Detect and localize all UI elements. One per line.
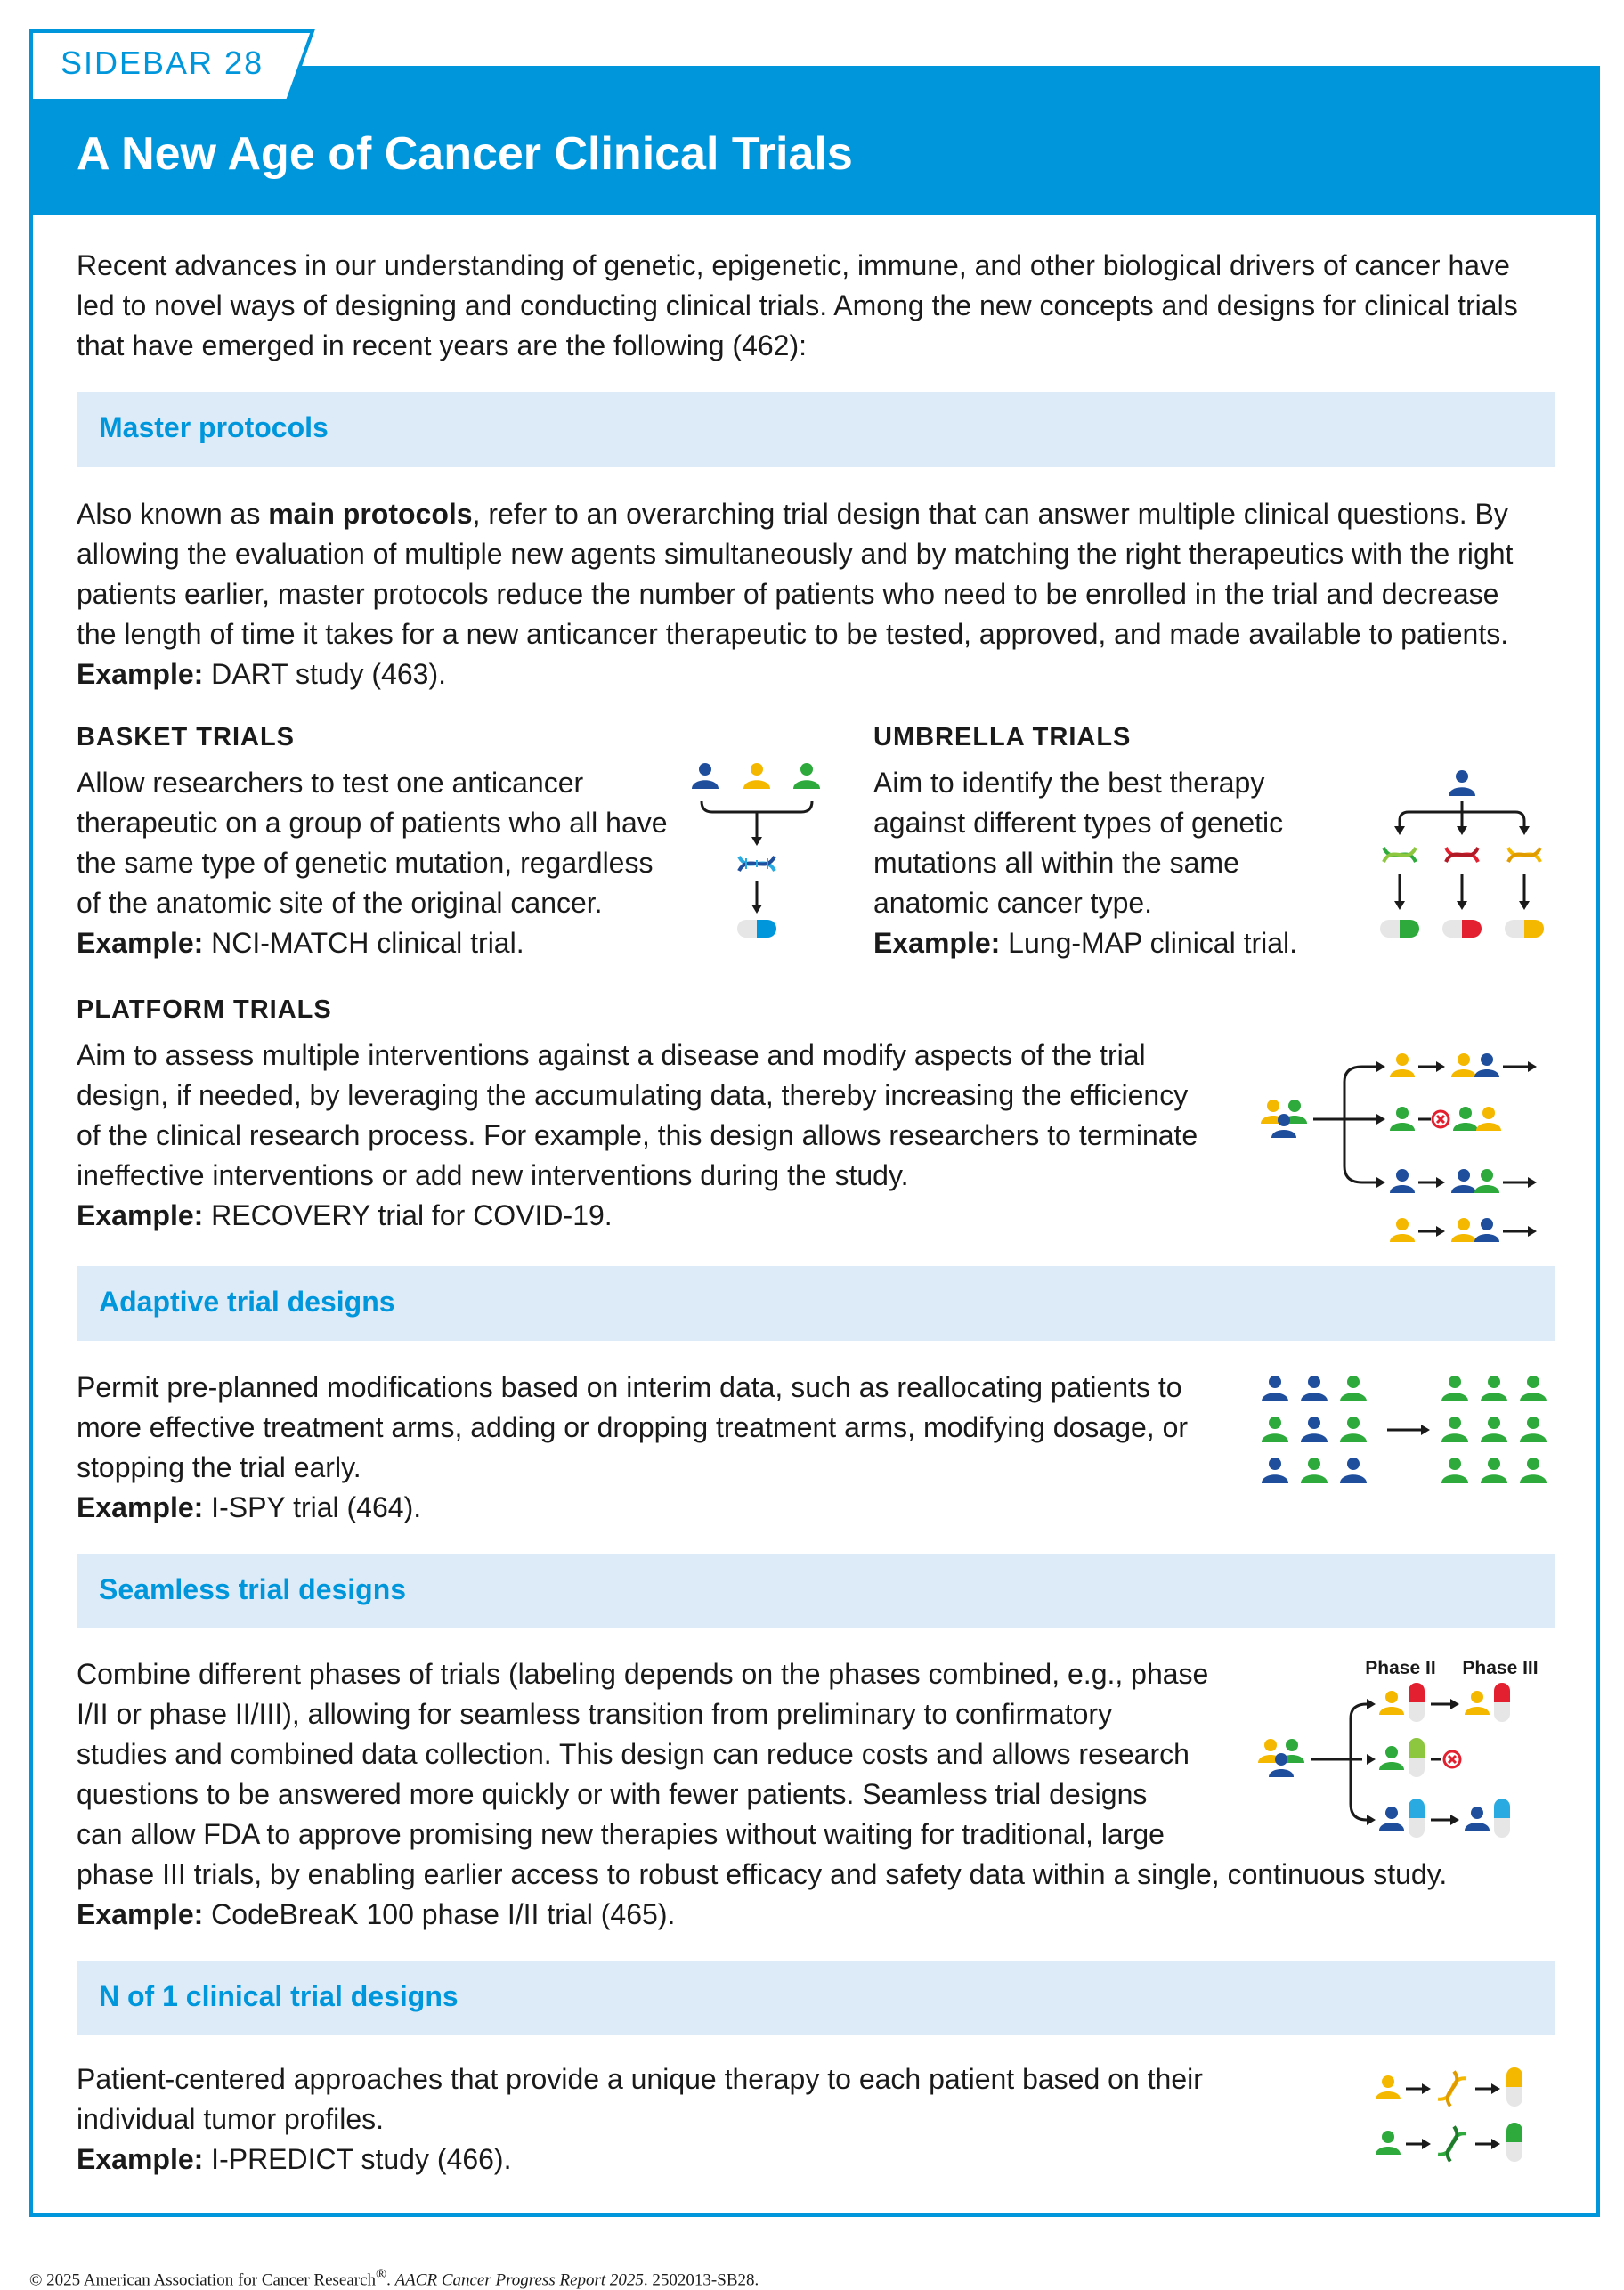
example-text: Lung-MAP clinical trial. <box>1000 927 1298 959</box>
pill-icon <box>1506 2123 1522 2162</box>
dna-icon <box>739 857 775 871</box>
example-text: DART study (463). <box>203 658 446 690</box>
umbrella-line: Aim to identify the best therapy <box>873 767 1265 799</box>
umbrella-trials-heading: UMBRELLA TRIALS <box>873 723 1132 751</box>
person-icon <box>1379 1807 1404 1831</box>
arrow-head <box>1528 1061 1537 1072</box>
basket-line: of the anatomic site of the original cancer. <box>77 887 603 919</box>
section-bar-adaptive-trial-designs <box>77 1266 1555 1341</box>
example-text: I-PREDICT study (466). <box>203 2143 512 2175</box>
registered-mark: ® <box>376 2267 387 2282</box>
example-label: Example: <box>873 927 1001 959</box>
example-text: RECOVERY trial for COVID-19. <box>203 1199 613 1231</box>
person-icon <box>1376 2075 1401 2099</box>
intro-line: led to novel ways of designing and conducting clinical trials. Among the new concepts and designs for clinical trials <box>77 289 1518 321</box>
example-label: Example: <box>77 658 204 690</box>
person-icon <box>692 763 719 789</box>
adaptive-line: Permit pre-planned modifications based on interim data, such as reallocating patients to <box>77 1371 1182 1403</box>
arrow-head <box>1450 1815 1459 1825</box>
dna-icon <box>1384 848 1416 862</box>
platform-trial-illustration <box>1246 1033 1549 1247</box>
person-icon <box>1262 1458 1288 1483</box>
person-icon <box>743 763 770 789</box>
arrow-head <box>751 837 762 846</box>
person-icon <box>1441 1376 1468 1401</box>
umbrella-trials-paragraph <box>873 763 1297 963</box>
pill-icon <box>1442 920 1482 938</box>
umbrella-trial-illustration <box>1382 757 1542 957</box>
arrow-head <box>1376 1061 1385 1072</box>
person-icon <box>1340 1417 1367 1442</box>
intro-paragraph <box>77 246 1518 366</box>
seamless-line: phase III trials, by enabling earlier access to robust efficacy and safety data within a single, continuous study. <box>77 1858 1448 1890</box>
example-label: Example: <box>77 1491 204 1523</box>
example-line <box>77 1488 1188 1528</box>
arrow-head <box>1421 1425 1430 1435</box>
platform-trials-heading: PLATFORM TRIALS <box>77 995 332 1024</box>
footer-separator: . <box>386 2270 395 2290</box>
person-icon <box>1379 1691 1404 1715</box>
arrow-head <box>1394 901 1405 910</box>
section-bar-master-protocols <box>77 392 1555 467</box>
seamless-line: studies and combined data collection. This design can reduce costs and allows research <box>77 1738 1190 1770</box>
phase-3-label: Phase III <box>1462 1658 1539 1678</box>
umbrella-line: anatomic cancer type. <box>873 887 1153 919</box>
section-title: N of 1 clinical trial designs <box>99 1980 459 2012</box>
arrow-head <box>1367 1754 1376 1765</box>
master-line: allowing the evaluation of multiple new agents simultaneously and by matching the right therapeutics with the right <box>77 538 1514 570</box>
arrow-head <box>1519 901 1530 910</box>
section-title: Seamless trial designs <box>99 1573 407 1605</box>
pill-icon <box>1494 1683 1510 1722</box>
person-icon <box>1340 1458 1367 1483</box>
example-label: Example: <box>77 1898 204 1930</box>
footer-copyright-text: © 2025 American Association for Cancer Research <box>29 2270 377 2290</box>
arrow-head <box>1394 826 1405 835</box>
branch-line <box>1351 1704 1367 1820</box>
page-title: A New Age of Cancer Clinical Trials <box>77 128 853 180</box>
pill-icon <box>1380 920 1419 938</box>
example-line <box>77 923 668 963</box>
arrow-head <box>1491 2139 1500 2149</box>
adaptive-trial-designs-paragraph <box>77 1368 1188 1528</box>
dna-icon <box>1446 848 1478 862</box>
seamless-line: Combine different phases of trials (labeling depends on the phases combined, e.g., phase <box>77 1658 1209 1690</box>
person-icon <box>1379 1746 1404 1770</box>
footer-code: . 2502013-SB28. <box>643 2270 759 2290</box>
basket-line: Allow researchers to test one anticancer <box>77 767 584 799</box>
arrow-head <box>1457 901 1467 910</box>
arrow-head <box>1491 2083 1500 2094</box>
platform-line: design, if needed, by leveraging the accumulating data, thereby increasing the efficiency <box>77 1079 1189 1111</box>
person-icon <box>1481 1376 1507 1401</box>
footer-copyright <box>29 2267 759 2290</box>
example-label: Example: <box>77 1199 204 1231</box>
pill-icon <box>1494 1799 1510 1838</box>
person-icon <box>1390 1107 1415 1131</box>
umbrella-line: mutations all within the same <box>873 847 1239 879</box>
basket-trial-illustration <box>686 757 792 957</box>
example-text: CodeBreaK 100 phase I/II trial (465). <box>203 1898 676 1930</box>
person-icon <box>1465 1807 1490 1831</box>
dna-icon <box>1438 2071 1466 2106</box>
dna-icon <box>1508 848 1540 862</box>
n-of-1-line: individual tumor profiles. <box>77 2103 385 2135</box>
person-icon <box>1441 1458 1468 1483</box>
example-line <box>77 1196 1198 1236</box>
arrow-head <box>1376 1177 1385 1188</box>
master-text: Also known as <box>77 498 269 530</box>
master-text: , refer to an overarching trial design that can answer multiple clinical questions. By <box>472 498 1508 530</box>
example-line <box>77 654 1513 694</box>
person-icon <box>1262 1376 1288 1401</box>
section-title: Master protocols <box>99 411 329 443</box>
person-icon <box>1449 770 1475 796</box>
person-icon <box>1481 1458 1507 1483</box>
dna-icon <box>1438 2126 1466 2161</box>
n-of-1-paragraph <box>77 2059 1203 2180</box>
master-protocols-paragraph <box>77 494 1513 694</box>
master-line: the length of time it takes for a new anticancer therapeutic to be tested, approved, and made available to patients. <box>77 618 1509 650</box>
intro-line: Recent advances in our understanding of genetic, epigenetic, immune, and other biological drivers of cancer have <box>77 249 1510 281</box>
stop-icon <box>1444 1751 1460 1767</box>
person-icon <box>1340 1376 1367 1401</box>
example-line <box>77 2140 1203 2180</box>
arrow-head <box>1422 2083 1431 2094</box>
person-icon <box>1441 1417 1468 1442</box>
pill-icon <box>1505 920 1544 938</box>
footer-report-title: AACR Cancer Progress Report 2025 <box>394 2270 644 2290</box>
arrow-head <box>1519 826 1530 835</box>
adaptive-trial-illustration <box>1255 1368 1549 1492</box>
arrow-head <box>751 905 762 914</box>
section-bar-seamless-trial-designs <box>77 1554 1555 1628</box>
pill-icon <box>1409 1738 1425 1777</box>
master-line <box>77 494 1513 534</box>
arrow-head <box>1436 1061 1445 1072</box>
pill-icon <box>1506 2067 1522 2107</box>
person-icon <box>1474 1218 1499 1242</box>
person-icon <box>1390 1169 1415 1193</box>
master-line: patients earlier, master protocols reduce the number of patients who need to be enrolled in the trial and decrease <box>77 578 1499 610</box>
n-of-1-line: Patient-centered approaches that provide a unique therapy to each patient based on their <box>77 2063 1203 2095</box>
umbrella-line: against different types of genetic <box>873 807 1284 839</box>
arrow-head <box>1367 1699 1376 1709</box>
example-line <box>873 923 1297 963</box>
platform-line: ineffective interventions or add new interventions during the study. <box>77 1159 909 1191</box>
person-icon <box>1474 1169 1499 1193</box>
arrow-head <box>1450 1699 1459 1709</box>
intro-line: that have emerged in recent years are the following (462): <box>77 329 808 361</box>
arrow-head <box>1367 1815 1376 1825</box>
person-icon <box>1390 1053 1415 1077</box>
person-icon <box>1476 1107 1501 1131</box>
branch-line <box>1344 1067 1362 1182</box>
example-line <box>77 1895 1447 1935</box>
basket-trials-heading: BASKET TRIALS <box>77 723 295 751</box>
pill-icon <box>737 920 776 938</box>
person-icon <box>1301 1417 1328 1442</box>
basket-line: therapeutic on a group of patients who all have <box>77 807 668 839</box>
person-icon <box>1451 1053 1476 1077</box>
person-icon <box>1520 1458 1547 1483</box>
arrow-head <box>1436 1226 1445 1237</box>
section-title: Adaptive trial designs <box>99 1286 395 1318</box>
sidebar-label: SIDEBAR 28 <box>61 45 264 81</box>
person-icon <box>1390 1218 1415 1242</box>
example-text: I-SPY trial (464). <box>203 1491 422 1523</box>
person-icon <box>1520 1376 1547 1401</box>
example-text: NCI-MATCH clinical trial. <box>203 927 524 959</box>
n-of-1-illustration <box>1367 2062 1554 2169</box>
arrow-head <box>1528 1226 1537 1237</box>
seamless-line: questions to be answered more quickly or with fewer patients. Seamless trial designs <box>77 1778 1148 1810</box>
stop-icon <box>1433 1111 1449 1127</box>
person-icon <box>1301 1376 1328 1401</box>
person-icon <box>1465 1691 1490 1715</box>
arrow-head <box>1528 1177 1537 1188</box>
platform-line: of the clinical research process. For example, this design allows researchers to terminate <box>77 1119 1198 1151</box>
seamless-line: I/II or phase II/III), allowing for seamless transition from preliminary to confirmatory <box>77 1698 1113 1730</box>
patient-group-icon <box>1261 1100 1307 1138</box>
adaptive-line: more effective treatment arms, adding or dropping treatment arms, modifying dosage, or <box>77 1411 1189 1443</box>
adaptive-line: stopping the trial early. <box>77 1451 361 1483</box>
platform-trials-paragraph <box>77 1035 1198 1236</box>
main-protocols-term: main protocols <box>268 498 473 530</box>
arrow-head <box>1436 1177 1445 1188</box>
person-icon <box>1262 1417 1288 1442</box>
person-icon <box>1474 1053 1499 1077</box>
arrow-head <box>1422 2139 1431 2149</box>
basket-line: the same type of genetic mutation, regardless <box>77 847 654 879</box>
example-label: Example: <box>77 2143 204 2175</box>
pill-icon <box>1409 1799 1425 1838</box>
section-bar-n-of-1-trial-designs <box>77 1961 1555 2035</box>
seamless-line: can allow FDA to approve promising new therapies without waiting for traditional, large <box>77 1818 1165 1850</box>
example-label: Example: <box>77 927 204 959</box>
person-icon <box>1451 1169 1476 1193</box>
basket-trials-paragraph <box>77 763 668 963</box>
phase-2-label: Phase II <box>1365 1658 1436 1678</box>
person-icon <box>1481 1417 1507 1442</box>
patient-group-icon <box>1258 1739 1304 1777</box>
arrow-head <box>1376 1114 1385 1125</box>
person-icon <box>1453 1107 1478 1131</box>
seamless-trial-illustration <box>1242 1654 1549 1832</box>
person-icon <box>1301 1458 1328 1483</box>
arrow-head <box>1457 826 1467 835</box>
pill-icon <box>1409 1683 1425 1722</box>
person-icon <box>1520 1417 1547 1442</box>
person-icon <box>1451 1218 1476 1242</box>
person-icon <box>1376 2131 1401 2155</box>
platform-line: Aim to assess multiple interventions against a disease and modify aspects of the trial <box>77 1039 1146 1071</box>
